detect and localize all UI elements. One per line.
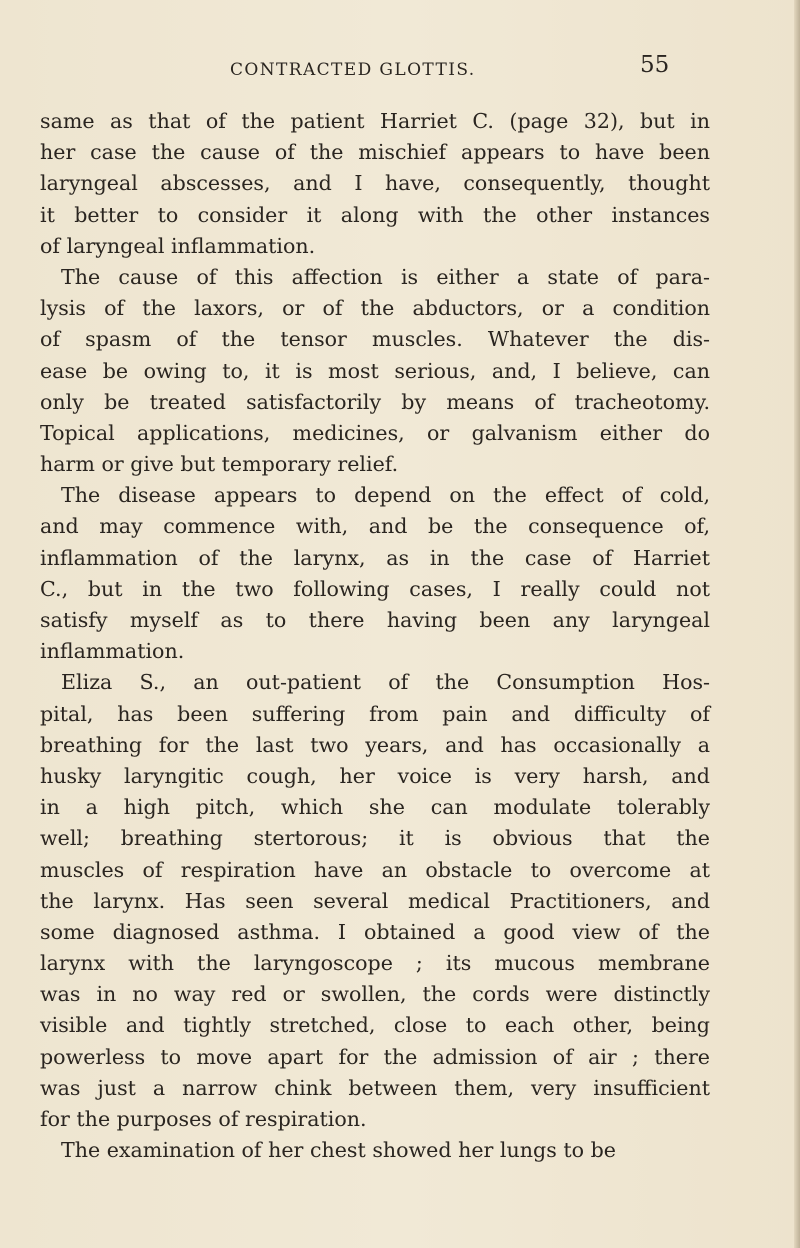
running-title: CONTRACTED GLOTTIS. <box>230 60 476 80</box>
text-line: was just a narrow chink between them, very insufficient <box>40 1075 710 1100</box>
text-line: The examination of her chest showed her lungs to be <box>61 1138 616 1163</box>
text-line: visible and tightly stretched, close to each other, being <box>40 1013 710 1038</box>
text-line: lysis of the laxors, or of the abductors, or a condition <box>40 296 710 321</box>
text-line: it better to consider it along with the other instances <box>40 202 710 227</box>
text-line: satisfy myself as to there having been any laryngeal <box>40 608 710 632</box>
text-line: her case the cause of the mischief appears to have been <box>40 140 710 165</box>
text-line: The disease appears to depend on the effect of cold, <box>61 483 710 508</box>
text-line: the larynx. Has seen several medical Practitioners, and <box>40 888 710 913</box>
text-line: larynx with the laryngoscope ; its mucous membrane <box>40 951 710 976</box>
text-line: C., but in the two following cases, I really could not <box>40 576 710 601</box>
text-line: for the purposes of respiration. <box>40 1107 367 1131</box>
text-line: Topical applications, medicines, or galvanism either do <box>40 420 710 445</box>
text-line: husky laryngitic cough, her voice is very harsh, and <box>40 763 710 788</box>
body-text <box>40 106 710 1166</box>
text-line: laryngeal abscesses, and I have, consequently, thought <box>40 171 710 196</box>
text-line: some diagnosed asthma. I obtained a good view of the <box>40 919 710 944</box>
text-line: of spasm of the tensor muscles. Whatever the dis- <box>40 327 710 352</box>
text-line: inflammation of the larynx, as in the case of Harriet <box>40 545 710 570</box>
running-header <box>0 52 800 90</box>
text-line: muscles of respiration have an obstacle to overcome at <box>40 857 710 882</box>
text-line: was in no way red or swollen, the cords were distinctly <box>40 982 710 1007</box>
text-line: ease be owing to, it is most serious, and, I believe, can <box>40 358 710 383</box>
text-line: in a high pitch, which she can modulate tolerably <box>40 795 710 820</box>
text-line: of laryngeal inflammation. <box>40 233 316 258</box>
page-number: 55 <box>640 52 670 78</box>
text-line: only be treated satisfactorily by means of tracheotomy. <box>40 389 710 414</box>
text-line: and may commence with, and be the consequence of, <box>40 514 710 539</box>
text-line: same as that of the patient Harriet C. (page 32), but in <box>40 109 710 133</box>
text-line: pital, has been suffering from pain and difficulty of <box>40 701 710 726</box>
text-line: Eliza S., an out-patient of the Consumption Hos- <box>61 670 710 695</box>
text-line: harm or give but temporary relief. <box>40 452 399 477</box>
text-line: breathing for the last two years, and has occasionally a <box>40 732 710 757</box>
text-line: powerless to move apart for the admission of air ; there <box>40 1044 710 1069</box>
text-line: The cause of this affection is either a state of para- <box>61 264 710 289</box>
text-line: well; breathing stertorous; it is obvious that the <box>40 826 710 851</box>
page-edge <box>794 0 800 1248</box>
text-line: inflammation. <box>40 639 185 664</box>
